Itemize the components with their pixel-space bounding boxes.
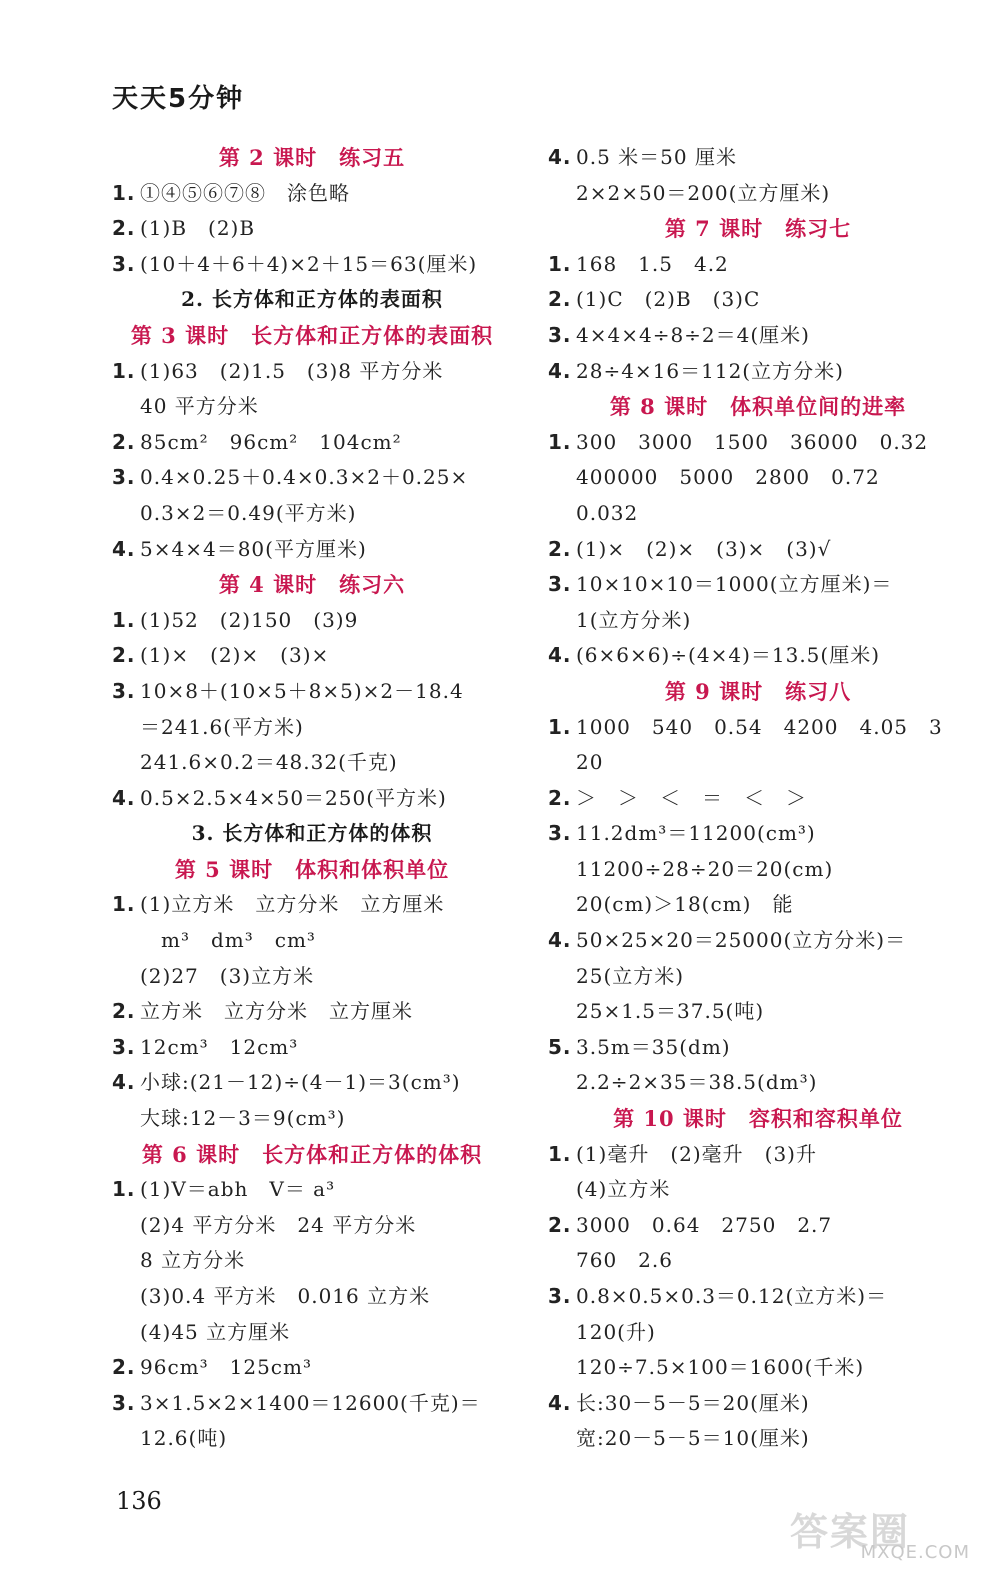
lesson-heading: 第 3 课时 长方体和正方体的表面积 — [130, 322, 494, 348]
answer-line — [548, 1030, 968, 1066]
answer-text: 168 1.5 4.2 — [576, 251, 729, 276]
answer-continuation: 241.6×0.2＝48.32(千克) — [140, 750, 398, 775]
answer-text: 5×4×4＝80(平方厘米) — [140, 536, 367, 561]
answer-line — [112, 425, 512, 461]
answer-line — [548, 710, 968, 746]
question-number: 3. — [112, 1034, 136, 1059]
answer-text: ＞ ＞ ＜ ＝ ＜ ＞ — [576, 785, 807, 810]
answer-text: 96cm³ 125cm³ — [140, 1355, 312, 1380]
answer-text: 4×4×4÷8÷2＝4(厘米) — [576, 322, 810, 347]
answer-line — [112, 1065, 512, 1101]
answer-continuation: 2.2÷2×35＝38.5(dm³) — [576, 1070, 818, 1095]
answer-line — [112, 460, 512, 496]
watermark-text: 答案圈 — [790, 1510, 911, 1554]
answer-continuation: (2)4 平方分米 24 平方分米 — [140, 1212, 417, 1237]
answer-line — [112, 1386, 512, 1422]
answer-line — [548, 247, 968, 283]
answer-continuation: 400000 5000 2800 0.72 — [576, 465, 880, 490]
question-number: 2. — [548, 1212, 572, 1237]
answer-text: 50×25×20＝25000(立方分米)＝ — [576, 928, 907, 953]
question-number: 2. — [548, 785, 572, 810]
answer-text: (1)B (2)B — [140, 216, 256, 241]
answer-text: 0.4×0.25＋0.4×0.3×2＋0.25× — [140, 465, 469, 490]
question-number: 3. — [112, 251, 136, 276]
answer-line — [112, 176, 512, 212]
answer-line — [548, 567, 968, 603]
question-number: 1. — [548, 429, 572, 454]
question-number: 1. — [548, 251, 572, 276]
answer-text: 11.2dm³＝11200(cm³) — [576, 821, 816, 846]
answer-continuation: 20 — [576, 750, 604, 775]
answer-continuation: 25(立方米) — [576, 963, 685, 988]
lesson-heading: 第 8 课时 体积单位间的进率 — [609, 394, 907, 420]
question-number: 4. — [548, 928, 572, 953]
question-number: 3. — [112, 465, 136, 490]
answer-text: 立方米 立方分米 立方厘米 — [140, 999, 413, 1024]
answer-text: 3000 0.64 2750 2.7 — [576, 1212, 833, 1237]
answer-text: 小球:(21－12)÷(4－1)＝3(cm³) — [140, 1070, 461, 1095]
answer-text: (6×6×6)÷(4×4)＝13.5(厘米) — [576, 643, 881, 668]
answer-continuation: 12.6(吨) — [140, 1426, 228, 1451]
answer-line — [112, 994, 512, 1030]
answer-text: (1)52 (2)150 (3)9 — [140, 607, 359, 632]
answer-continuation: 40 平方分米 — [140, 394, 259, 419]
section-title: 3. 长方体和正方体的体积 — [191, 821, 433, 846]
question-number: 4. — [112, 536, 136, 561]
lesson-heading: 第 6 课时 长方体和正方体的体积 — [141, 1141, 483, 1167]
answer-text: (1)63 (2)1.5 (3)8 平方分米 — [140, 358, 444, 383]
question-number: 4. — [548, 643, 572, 668]
question-number: 1. — [112, 607, 136, 632]
question-number: 2. — [112, 1355, 136, 1380]
question-number: 4. — [112, 785, 136, 810]
question-number: 4. — [548, 145, 572, 169]
answer-line — [548, 638, 968, 674]
answer-line — [112, 211, 512, 247]
watermark-url: MXQE.COM — [860, 1542, 970, 1563]
answer-continuation: 20(cm)＞18(cm) 能 — [576, 892, 794, 917]
answer-line — [548, 318, 968, 354]
answer-continuation: 120÷7.5×100＝1600(千米) — [576, 1355, 865, 1380]
answer-continuation: 宽:20－5－5＝10(厘米) — [576, 1426, 810, 1451]
answer-text: 3×1.5×2×1400＝12600(千克)＝ — [140, 1390, 481, 1415]
answer-text: 0.5×2.5×4×50＝250(平方米) — [140, 785, 447, 810]
question-number: 1. — [548, 1141, 572, 1166]
answer-line — [548, 532, 968, 568]
question-number: 2. — [548, 287, 572, 312]
lesson-heading: 第 7 课时 练习七 — [664, 216, 852, 242]
answer-line — [112, 1350, 512, 1386]
answer-text: 0.5 米＝50 厘米 — [576, 145, 737, 169]
answer-text: 0.8×0.5×0.3＝0.12(立方米)＝ — [576, 1284, 888, 1308]
answer-continuation: 0.032 — [576, 500, 639, 525]
answer-line — [548, 1386, 968, 1422]
question-number: 1. — [548, 714, 572, 739]
answer-line — [112, 887, 512, 923]
lesson-heading: 第 4 课时 练习六 — [218, 572, 406, 598]
answer-text: 长:30－5－5＝20(厘米) — [576, 1390, 810, 1415]
answer-line — [112, 532, 512, 568]
answer-line — [548, 781, 968, 817]
answer-line — [548, 1208, 968, 1244]
book-title: 天天5分钟 — [112, 84, 245, 114]
answer-continuation: ＝241.6(平方米) — [140, 714, 304, 739]
answer-continuation: 25×1.5＝37.5(吨) — [576, 999, 765, 1024]
answer-line — [112, 603, 512, 639]
question-number: 2. — [112, 429, 136, 454]
answer-line — [112, 674, 512, 710]
question-number: 1. — [112, 892, 136, 917]
answer-text: (1)× (2)× (3)× (3)√ — [576, 536, 832, 561]
question-number: 3. — [112, 1390, 136, 1415]
answer-continuation: (2)27 (3)立方米 — [140, 963, 315, 988]
answer-text: 28÷4×16＝112(立方分米) — [576, 358, 844, 383]
lesson-heading: 第 10 课时 容积和容积单位 — [613, 1106, 903, 1132]
question-number: 3. — [548, 1284, 572, 1308]
question-number: 1. — [112, 180, 136, 205]
answer-line — [548, 282, 968, 318]
answer-text: (1)C (2)B (3)C — [576, 287, 761, 312]
answer-continuation: 2×2×50＝200(立方厘米) — [576, 180, 831, 205]
question-number: 4. — [112, 1070, 136, 1095]
answer-continuation: m³ dm³ cm³ — [140, 928, 316, 953]
question-number: 3. — [112, 678, 136, 703]
answer-text: (1)V＝abh V＝ a³ — [140, 1177, 336, 1202]
lesson-heading: 第 2 课时 练习五 — [218, 145, 406, 170]
question-number: 2. — [112, 643, 136, 668]
question-number: 1. — [112, 1177, 136, 1202]
answer-text: (1)毫升 (2)毫升 (3)升 — [576, 1141, 817, 1166]
lesson-heading: 第 5 课时 体积和体积单位 — [174, 856, 450, 882]
page-number: 136 — [116, 1487, 162, 1515]
answer-line — [548, 1137, 968, 1173]
answer-text: (1)× (2)× (3)× — [140, 643, 330, 668]
answer-text: (10＋4＋6＋4)×2＋15＝63(厘米) — [140, 251, 478, 276]
question-number: 2. — [112, 999, 136, 1024]
answer-text: 10×10×10＝1000(立方厘米)＝ — [576, 572, 893, 597]
answer-text: 10×8＋(10×5＋8×5)×2－18.4 — [140, 678, 464, 703]
answer-text: 12cm³ 12cm³ — [140, 1034, 299, 1059]
answer-continuation: 8 立方分米 — [140, 1248, 246, 1273]
answer-line — [548, 425, 968, 461]
answer-line — [112, 247, 512, 283]
answer-line — [548, 354, 968, 390]
answer-continuation: 120(升) — [576, 1319, 656, 1344]
answer-text: ①④⑤⑥⑦⑧ 涂色略 — [140, 180, 350, 205]
question-number: 3. — [548, 821, 572, 846]
answer-text: 85cm² 96cm² 104cm² — [140, 429, 402, 454]
answer-continuation: 1(立方分米) — [576, 607, 692, 632]
answer-line — [112, 354, 512, 390]
question-number: 2. — [112, 216, 136, 241]
answer-line — [548, 816, 968, 852]
answer-text: 3.5m＝35(dm) — [576, 1034, 731, 1059]
answer-continuation: 0.3×2＝0.49(平方米) — [140, 500, 357, 525]
answer-line — [548, 1279, 968, 1315]
answer-continuation: 760 2.6 — [576, 1248, 673, 1273]
answer-text: 1000 540 0.54 4200 4.05 3 — [576, 714, 943, 739]
question-number: 2. — [548, 536, 572, 561]
question-number: 1. — [112, 358, 136, 383]
question-number: 3. — [548, 572, 572, 597]
answer-continuation: (3)0.4 平方米 0.016 立方米 — [140, 1284, 431, 1308]
answers-right-column — [548, 140, 968, 1457]
question-number: 4. — [548, 1390, 572, 1415]
question-number: 5. — [548, 1034, 572, 1059]
answers-left-column — [112, 140, 512, 1457]
answer-text: (1)立方米 立方分米 立方厘米 — [140, 892, 445, 917]
answer-line — [112, 1172, 512, 1208]
answer-continuation: 大球:12－3＝9(cm³) — [140, 1106, 346, 1131]
answer-continuation: 11200÷28÷20＝20(cm) — [576, 856, 834, 881]
answer-continuation: (4)45 立方厘米 — [140, 1319, 291, 1344]
answer-line — [112, 781, 512, 817]
watermark-logo — [790, 1501, 970, 1563]
answer-line — [112, 638, 512, 674]
answer-text: 300 3000 1500 36000 0.32 — [576, 429, 929, 454]
lesson-heading: 第 9 课时 练习八 — [664, 678, 852, 704]
answer-line — [548, 923, 968, 959]
question-number: 3. — [548, 322, 572, 347]
section-title: 2. 长方体和正方体的表面积 — [181, 287, 443, 312]
answer-line — [112, 1030, 512, 1066]
question-number: 4. — [548, 358, 572, 383]
answer-continuation: (4)立方米 — [576, 1177, 671, 1202]
answer-line — [548, 140, 968, 176]
